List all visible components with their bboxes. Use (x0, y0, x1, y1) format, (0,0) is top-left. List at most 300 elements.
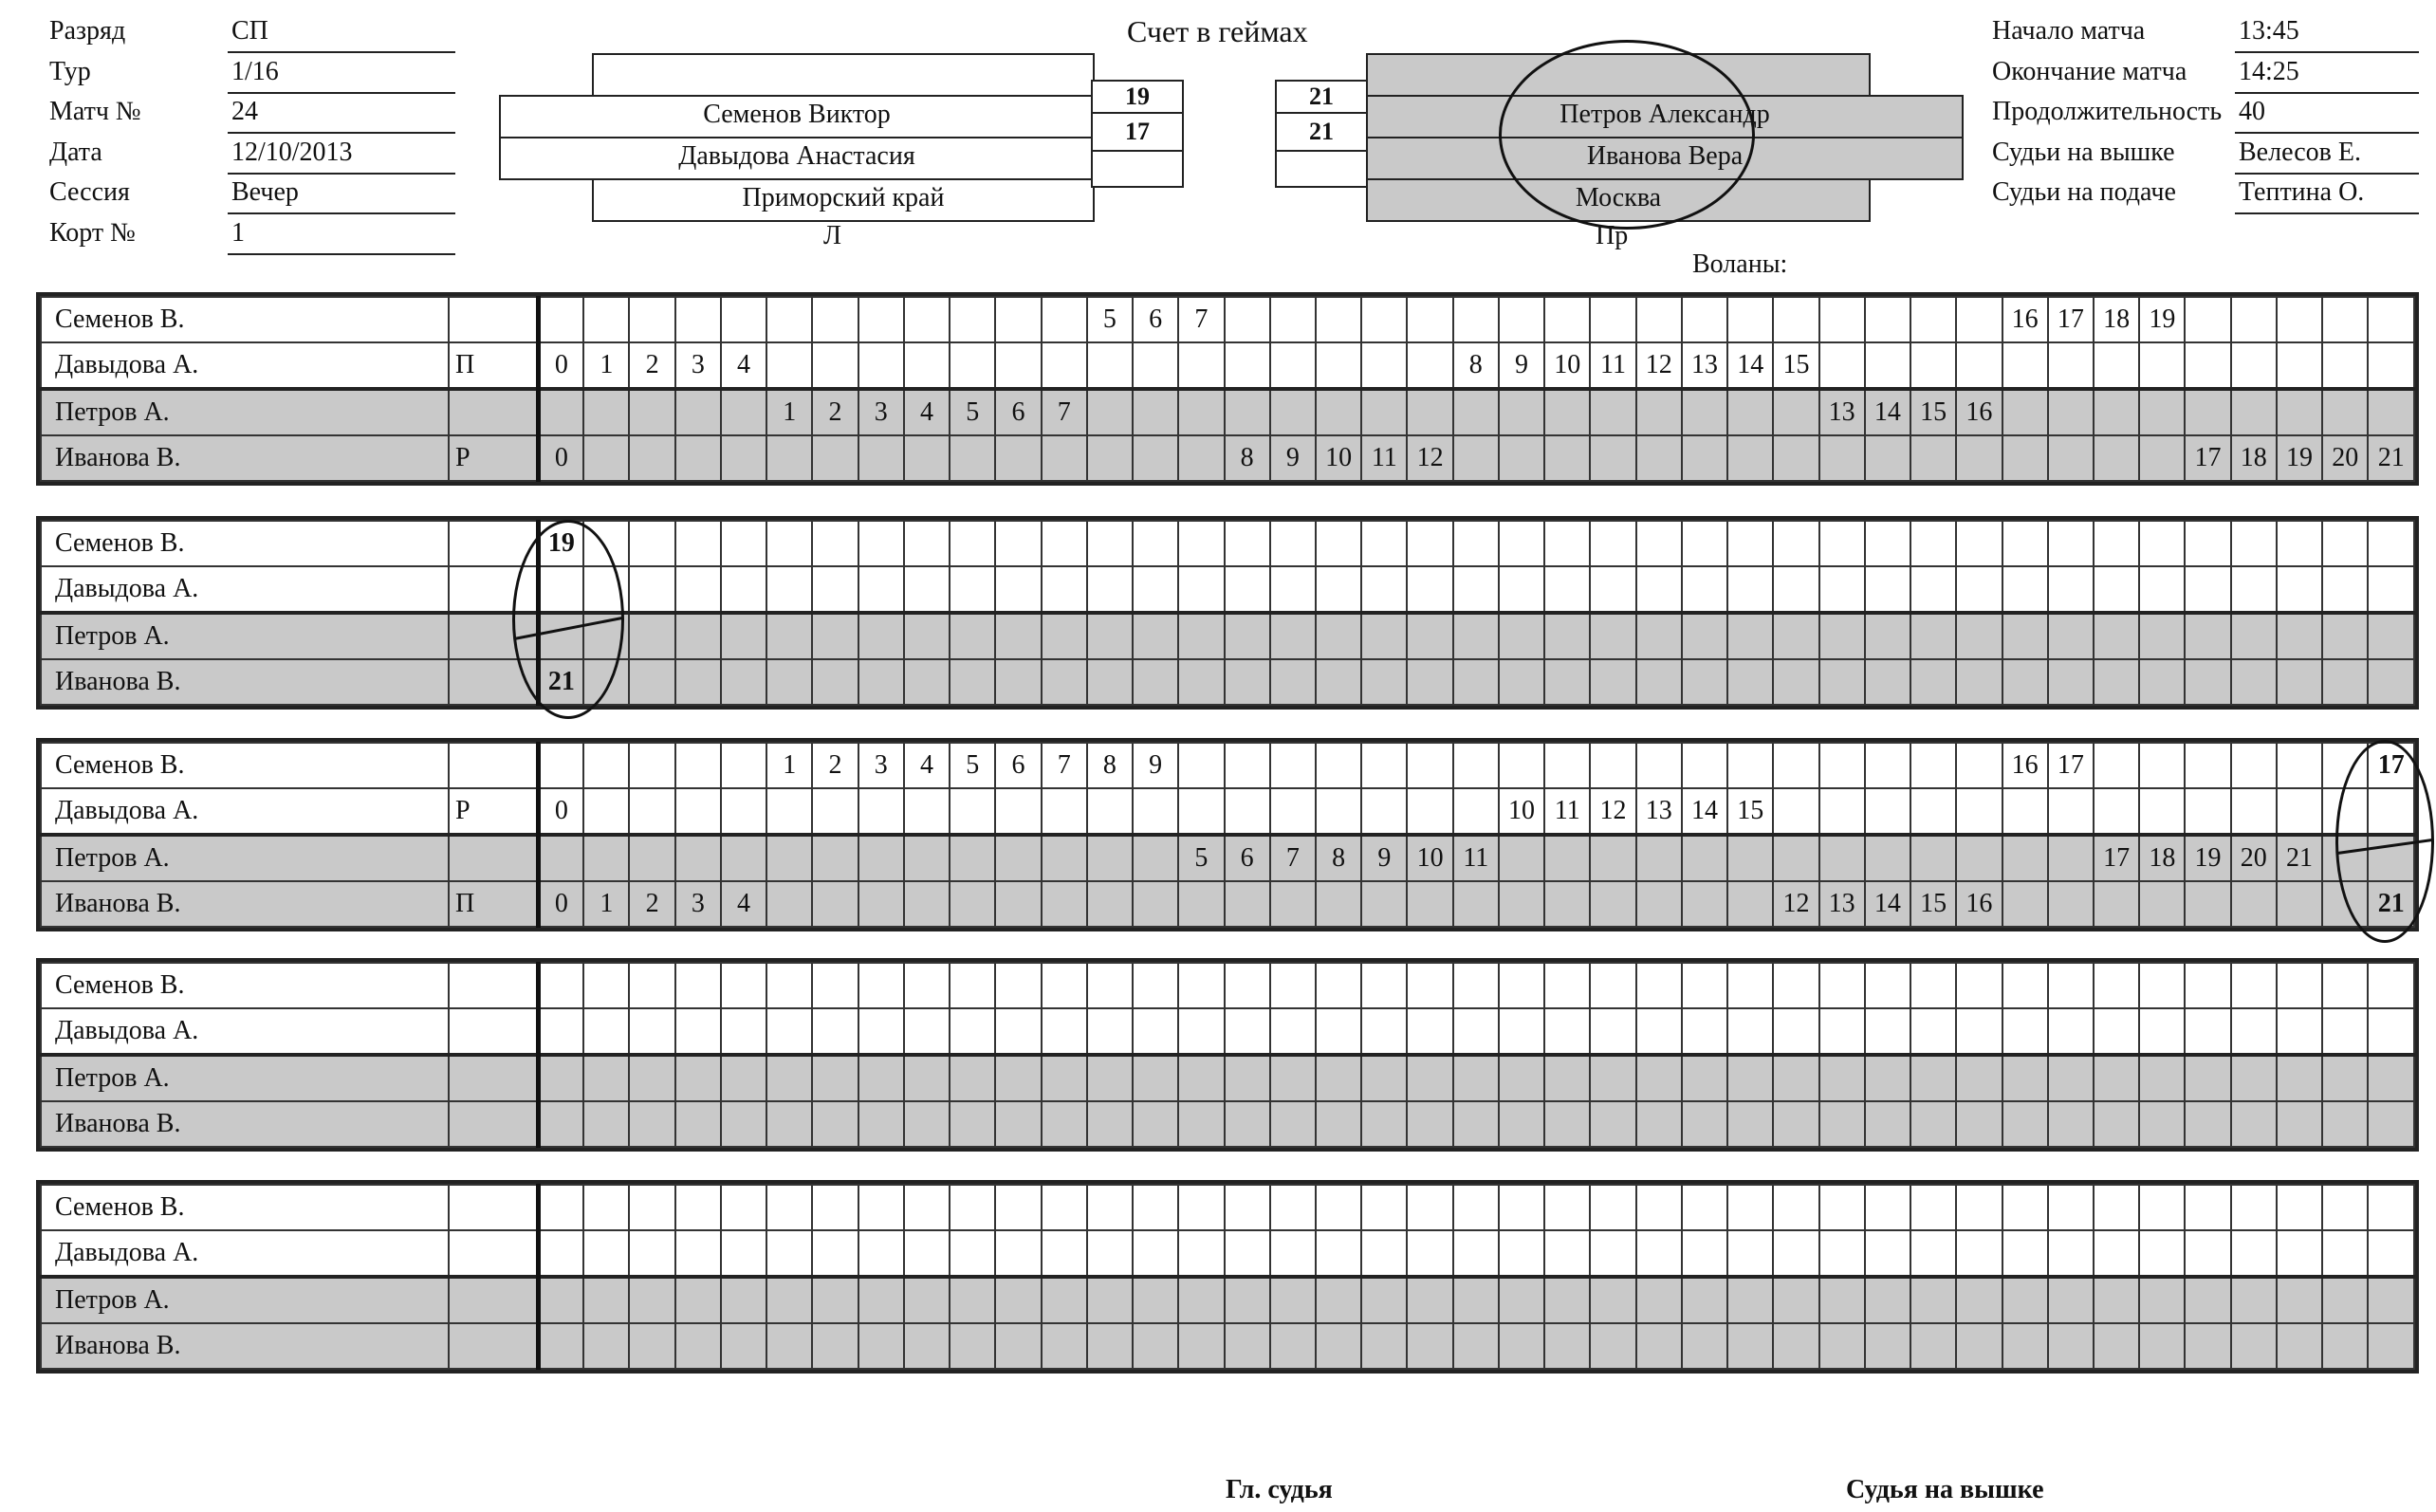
score-cell (1270, 297, 1316, 342)
score-cell (1773, 566, 1818, 613)
score-cell: 11 (1361, 435, 1407, 481)
match-info-label: Сессия (49, 177, 130, 207)
score-cell (629, 1230, 674, 1277)
score-cell (904, 1230, 950, 1277)
score-cell (950, 1277, 995, 1323)
score-cell: 21 (2368, 881, 2414, 927)
left-score-game1: 19 (1091, 80, 1184, 114)
score-cell (2048, 963, 2094, 1008)
score-cell (1270, 788, 1316, 835)
score-cell (1590, 963, 1635, 1008)
score-cell (1453, 659, 1499, 705)
score-cell (1178, 613, 1224, 659)
score-cell (1453, 613, 1499, 659)
score-cell (2322, 521, 2368, 566)
score-cell: 0 (538, 881, 583, 927)
score-cell (1727, 1185, 1773, 1230)
score-cell (721, 521, 766, 566)
score-cell (1087, 835, 1133, 881)
score-cell (995, 297, 1041, 342)
score-cell (583, 1323, 629, 1369)
score-cell (1682, 1185, 1727, 1230)
score-cell (1270, 1008, 1316, 1055)
score-cell (1819, 1230, 1865, 1277)
score-cell (2048, 566, 2094, 613)
score-cell (2185, 297, 2230, 342)
score-cell (1636, 1055, 1682, 1101)
match-info-label: Судьи на вышке (1992, 137, 2175, 167)
score-cell (2139, 342, 2185, 389)
score-cell (1453, 521, 1499, 566)
score-cell (904, 1101, 950, 1147)
score-cell (1682, 1055, 1727, 1101)
score-cell (950, 788, 995, 835)
score-cell (1499, 659, 1544, 705)
score-cell (995, 1008, 1041, 1055)
chief-referee-signature-label: Гл. судья (1226, 1475, 1333, 1504)
score-cell (2277, 521, 2322, 566)
score-cell (2048, 1101, 2094, 1147)
serve-marker (449, 521, 538, 566)
score-cell: 4 (904, 743, 950, 788)
score-cell (1910, 835, 1956, 881)
score-cell (721, 1185, 766, 1230)
score-cell (2277, 1008, 2322, 1055)
score-cell (812, 788, 858, 835)
score-cell (2048, 1323, 2094, 1369)
score-cell (1316, 881, 1361, 927)
score-cell (1087, 342, 1133, 389)
score-cell (1270, 1185, 1316, 1230)
score-cell (858, 297, 904, 342)
score-cell (1042, 1277, 1087, 1323)
score-cell (1636, 881, 1682, 927)
score-cell (2002, 613, 2048, 659)
score-cell: 11 (1590, 342, 1635, 389)
score-cell: 10 (1316, 435, 1361, 481)
match-info-value: 13:45 (2235, 15, 2419, 53)
score-cell (538, 1008, 583, 1055)
score-cell: 21 (538, 659, 583, 705)
score-cell (2368, 1230, 2414, 1277)
score-cell (1270, 566, 1316, 613)
score-cell (583, 613, 629, 659)
score-cell (1225, 613, 1270, 659)
score-cell (538, 1185, 583, 1230)
score-cell: 2 (629, 881, 674, 927)
score-cell (1636, 1008, 1682, 1055)
score-cell (1819, 1055, 1865, 1101)
score-cell (1225, 963, 1270, 1008)
player-name: Давыдова А. (41, 1008, 449, 1055)
score-cell (2094, 659, 2139, 705)
score-cell (995, 1055, 1041, 1101)
game-row (41, 435, 2414, 481)
score-cell (766, 835, 812, 881)
score-cell: 16 (1956, 389, 2002, 435)
score-cell (1727, 566, 1773, 613)
score-cell (2094, 788, 2139, 835)
score-cell (950, 881, 995, 927)
score-cell (2048, 389, 2094, 435)
score-cell (858, 963, 904, 1008)
score-cell (1544, 1185, 1590, 1230)
score-cell (1133, 1008, 1178, 1055)
score-cell (1270, 342, 1316, 389)
score-cell (538, 389, 583, 435)
score-cell: 5 (1178, 835, 1224, 881)
match-info-value: 24 (228, 96, 455, 134)
score-cell (1910, 1101, 1956, 1147)
score-cell (995, 1323, 1041, 1369)
score-cell (1225, 297, 1270, 342)
score-cell (1590, 521, 1635, 566)
score-cell (1682, 659, 1727, 705)
score-cell (2322, 1230, 2368, 1277)
serve-marker (449, 659, 538, 705)
score-cell (1636, 613, 1682, 659)
score-cell (1727, 1101, 1773, 1147)
score-cell (1407, 743, 1452, 788)
score-cell (858, 881, 904, 927)
score-cell (1453, 881, 1499, 927)
score-cell (1361, 389, 1407, 435)
match-info-value: Тептина О. (2235, 176, 2419, 214)
score-cell: 16 (2002, 297, 2048, 342)
score-cell (1087, 613, 1133, 659)
score-cell (1133, 881, 1178, 927)
score-cell (1956, 1101, 2002, 1147)
score-cell (766, 1277, 812, 1323)
score-cell (1361, 1230, 1407, 1277)
score-cell (2048, 1185, 2094, 1230)
score-cell (1316, 389, 1361, 435)
score-cell (1910, 435, 1956, 481)
score-cell (1316, 613, 1361, 659)
score-cell (1682, 613, 1727, 659)
score-cell (721, 1008, 766, 1055)
score-cell (2048, 1008, 2094, 1055)
score-cell (766, 521, 812, 566)
score-cell (1361, 1008, 1407, 1055)
score-cell (1819, 788, 1865, 835)
score-cell (1042, 835, 1087, 881)
game-4-grid (36, 958, 2419, 1152)
match-info-label: Продолжительность (1992, 97, 2223, 126)
score-cell (675, 1323, 721, 1369)
score-cell (1361, 743, 1407, 788)
score-cell (2322, 1101, 2368, 1147)
score-cell (2368, 566, 2414, 613)
score-cell (2002, 389, 2048, 435)
score-cell (1773, 1230, 1818, 1277)
score-cell (766, 1185, 812, 1230)
score-cell (2094, 1230, 2139, 1277)
score-cell (1087, 435, 1133, 481)
score-cell (1590, 1055, 1635, 1101)
score-cell (995, 613, 1041, 659)
score-cell (1225, 1008, 1270, 1055)
score-cell (812, 1008, 858, 1055)
score-cell (1773, 521, 1818, 566)
score-cell (1910, 1277, 1956, 1323)
score-cell (2094, 1185, 2139, 1230)
score-cell (1910, 1008, 1956, 1055)
score-cell (1133, 521, 1178, 566)
score-cell (2322, 788, 2368, 835)
score-cell (1270, 963, 1316, 1008)
game-row (41, 1008, 2414, 1055)
score-cell (858, 1323, 904, 1369)
score-cell: 5 (950, 389, 995, 435)
score-cell (1225, 881, 1270, 927)
score-cell (2002, 788, 2048, 835)
score-cell (1727, 963, 1773, 1008)
score-cell (1499, 521, 1544, 566)
score-cell (1042, 521, 1087, 566)
score-cell (583, 963, 629, 1008)
score-cell (2231, 1230, 2277, 1277)
score-cell: 7 (1042, 389, 1087, 435)
score-cell (721, 1323, 766, 1369)
score-cell (995, 1185, 1041, 1230)
score-cell (995, 342, 1041, 389)
score-cell (538, 613, 583, 659)
score-cell: 18 (2231, 435, 2277, 481)
score-cell (766, 881, 812, 927)
score-cell (2139, 743, 2185, 788)
score-cell (2094, 342, 2139, 389)
score-cell (1407, 1230, 1452, 1277)
score-cell (2185, 659, 2230, 705)
score-cell: 13 (1682, 342, 1727, 389)
score-cell: 12 (1636, 342, 1682, 389)
score-cell: 3 (858, 389, 904, 435)
score-cell (1956, 342, 2002, 389)
score-cell: 14 (1682, 788, 1727, 835)
score-cell (1178, 788, 1224, 835)
score-cell (721, 963, 766, 1008)
score-cell: 20 (2322, 435, 2368, 481)
score-cell (629, 659, 674, 705)
score-cell (675, 435, 721, 481)
score-cell (2048, 521, 2094, 566)
score-cell (812, 659, 858, 705)
score-cell (1499, 1230, 1544, 1277)
score-cell (1453, 1230, 1499, 1277)
score-cell (675, 613, 721, 659)
score-cell (1819, 613, 1865, 659)
score-cell (629, 788, 674, 835)
serve-marker (449, 1101, 538, 1147)
game-row (41, 963, 2414, 1008)
score-cell (950, 342, 995, 389)
score-cell (675, 1008, 721, 1055)
score-cell (1865, 342, 1910, 389)
score-cell (538, 566, 583, 613)
score-cell (2368, 788, 2414, 835)
score-cell (2368, 297, 2414, 342)
score-cell (1133, 835, 1178, 881)
match-info-label: Дата (49, 137, 102, 167)
score-cell (2322, 1185, 2368, 1230)
score-cell (2231, 1277, 2277, 1323)
score-cell (675, 1230, 721, 1277)
score-cell (904, 297, 950, 342)
game-row (41, 297, 2414, 342)
score-cell (2139, 963, 2185, 1008)
score-cell (721, 743, 766, 788)
score-cell (1590, 743, 1635, 788)
score-cell: 8 (1316, 835, 1361, 881)
match-info-value: 1/16 (228, 56, 455, 94)
score-cell (2368, 342, 2414, 389)
score-cell (2368, 1055, 2414, 1101)
score-cell (1316, 1185, 1361, 1230)
score-cell (1087, 1185, 1133, 1230)
score-cell (1590, 435, 1635, 481)
score-cell (2277, 1230, 2322, 1277)
player-name: Иванова В. (41, 1323, 449, 1369)
score-cell (2094, 1101, 2139, 1147)
score-cell (2231, 521, 2277, 566)
score-cell (1225, 743, 1270, 788)
score-cell (1225, 1323, 1270, 1369)
score-cell (1407, 521, 1452, 566)
score-cell (1316, 297, 1361, 342)
score-cell (629, 613, 674, 659)
score-cell (1865, 1323, 1910, 1369)
score-cell (2277, 1055, 2322, 1101)
score-cell (2139, 1230, 2185, 1277)
score-cell: 12 (1773, 881, 1818, 927)
score-cell (675, 1101, 721, 1147)
score-cell (1087, 1323, 1133, 1369)
score-cell (1361, 788, 1407, 835)
score-cell (675, 963, 721, 1008)
score-cell (1956, 435, 2002, 481)
score-cell (1453, 1055, 1499, 1101)
score-cell (1270, 1101, 1316, 1147)
score-cell (1910, 342, 1956, 389)
score-cell (1865, 1230, 1910, 1277)
score-cell (2322, 659, 2368, 705)
score-cell (1225, 1230, 1270, 1277)
score-cell (950, 1230, 995, 1277)
score-cell (1499, 613, 1544, 659)
score-cell (2139, 435, 2185, 481)
score-cell (812, 521, 858, 566)
score-cell (1453, 1185, 1499, 1230)
score-cell (1773, 297, 1818, 342)
score-cell (2185, 342, 2230, 389)
score-cell (1178, 342, 1224, 389)
score-cell (2368, 521, 2414, 566)
score-cell: 8 (1225, 435, 1270, 481)
score-cell (2277, 1101, 2322, 1147)
score-cell (1361, 297, 1407, 342)
score-cell (766, 1101, 812, 1147)
score-cell (1636, 435, 1682, 481)
score-cell (812, 963, 858, 1008)
score-cell (858, 1101, 904, 1147)
score-cell: 17 (2094, 835, 2139, 881)
score-cell (2094, 613, 2139, 659)
player-name: Иванова В. (41, 659, 449, 705)
score-cell (1910, 788, 1956, 835)
score-cell (629, 743, 674, 788)
score-cell: 19 (2185, 835, 2230, 881)
score-cell (1361, 613, 1407, 659)
score-cell: 6 (995, 743, 1041, 788)
score-cell (2048, 613, 2094, 659)
score-cell (766, 342, 812, 389)
score-cell (1361, 963, 1407, 1008)
score-cell: 14 (1865, 389, 1910, 435)
score-cell (1499, 435, 1544, 481)
score-cell (2094, 1277, 2139, 1323)
score-cell (1087, 1277, 1133, 1323)
score-cell (1544, 963, 1590, 1008)
score-cell (1819, 566, 1865, 613)
player-name: Иванова В. (41, 881, 449, 927)
score-cell (1087, 566, 1133, 613)
score-cell (950, 521, 995, 566)
game-row (41, 566, 2414, 613)
score-cell (1178, 1101, 1224, 1147)
score-cell (675, 1185, 721, 1230)
score-cell (2185, 1185, 2230, 1230)
score-cell (583, 297, 629, 342)
score-cell (2231, 1185, 2277, 1230)
score-cell (904, 835, 950, 881)
score-cell: 9 (1270, 435, 1316, 481)
score-cell (1910, 659, 1956, 705)
game-2-grid (36, 516, 2419, 710)
right-region: Москва (1366, 178, 1871, 222)
score-cell (675, 297, 721, 342)
score-cell (2231, 389, 2277, 435)
score-cell (1133, 1323, 1178, 1369)
player-name: Иванова В. (41, 435, 449, 481)
player-name: Давыдова А. (41, 566, 449, 613)
score-cell: 16 (2002, 743, 2048, 788)
score-cell (812, 835, 858, 881)
score-cell (1865, 521, 1910, 566)
score-cell (2368, 659, 2414, 705)
score-cell (1361, 566, 1407, 613)
score-cell (1453, 963, 1499, 1008)
score-cell (538, 963, 583, 1008)
score-cell (583, 1185, 629, 1230)
score-cell (2231, 963, 2277, 1008)
score-cell (1819, 1323, 1865, 1369)
player-name: Давыдова А. (41, 342, 449, 389)
score-cell (2231, 1323, 2277, 1369)
score-cell (1544, 881, 1590, 927)
right-player2: Иванова Вера (1366, 137, 1964, 180)
score-cell (995, 1101, 1041, 1147)
score-cell (1773, 435, 1818, 481)
score-cell (766, 297, 812, 342)
score-cell (1956, 788, 2002, 835)
score-cell (1453, 1277, 1499, 1323)
score-cell (2002, 835, 2048, 881)
score-cell: 14 (1865, 881, 1910, 927)
serve-marker (449, 389, 538, 435)
score-cell (1225, 1185, 1270, 1230)
score-cell: 11 (1544, 788, 1590, 835)
